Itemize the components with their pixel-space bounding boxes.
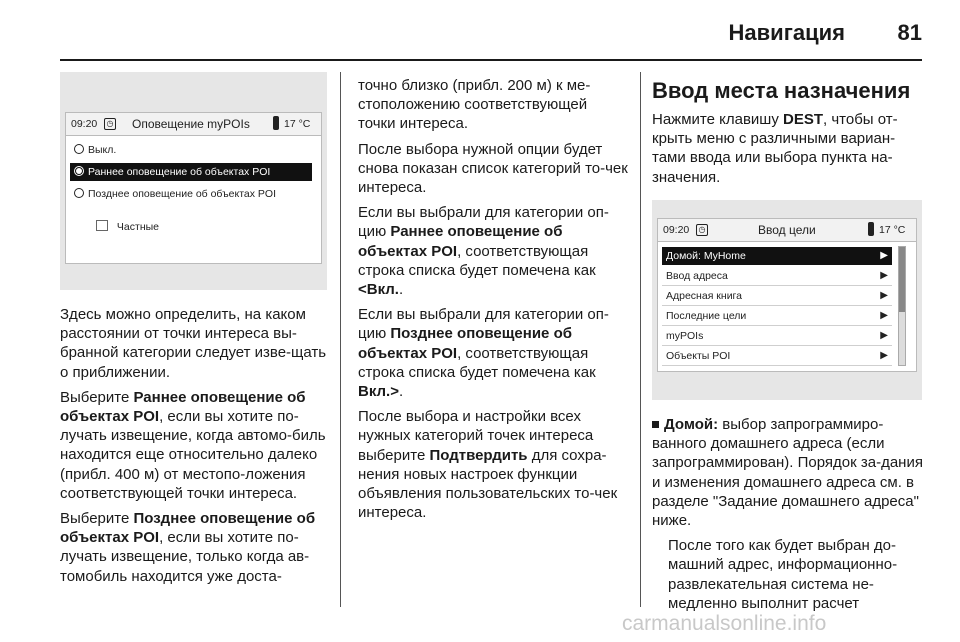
- temperature: 17 °C: [879, 224, 906, 236]
- clock-icon: ◷: [696, 224, 708, 236]
- paragraph: После выбора нужной опции будет снова показан список категорий то-чек интереса.: [358, 140, 628, 197]
- thermometer-icon: [273, 116, 279, 130]
- menu-item-label: Последние цели: [666, 310, 747, 322]
- status-bar: [66, 113, 321, 136]
- category-icon: [96, 220, 108, 231]
- option-label: Раннее оповещение об объектах POI: [88, 166, 271, 178]
- menu-item[interactable]: [662, 347, 892, 366]
- menu-item-label: myPOIs: [666, 330, 704, 342]
- paragraph: Здесь можно определить, на каком расстоянии от точки интереса вы-бранной категории следует изве-щать о приближении.: [60, 306, 327, 381]
- chevron-right-icon: ▶: [880, 350, 888, 361]
- screenshot-destination-entry: [652, 200, 922, 400]
- chevron-right-icon: ▶: [880, 330, 888, 341]
- menu-item[interactable]: [662, 287, 892, 306]
- paragraph: После выбора и настройки всех нужных категорий точек интереса выберите Подтвердить для сохра-нения новых настроек функции объявления пользовательских то-чек интереса.: [358, 408, 618, 522]
- display-screen: [657, 218, 917, 372]
- status-bar: [658, 219, 916, 242]
- paragraph: точно близко (прибл. 200 м) к ме-стоположению соответствующей точки интереса.: [358, 77, 591, 133]
- menu-item-label: Ввод адреса: [666, 270, 728, 282]
- menu-item-label: Объекты POI: [666, 350, 731, 362]
- display-screen: [65, 112, 322, 264]
- chevron-right-icon: ▶: [880, 250, 888, 261]
- column-3-intro: [652, 78, 924, 193]
- section-heading: Ввод места назначения: [652, 78, 911, 103]
- screen-title: Ввод цели: [758, 223, 816, 237]
- scroll-thumb[interactable]: [899, 247, 905, 312]
- temperature: 17 °C: [284, 118, 311, 130]
- paragraph: Нажмите клавишу DEST, чтобы от-крыть меню с различными вариан-тами ввода или выбора пункта на-значения.: [652, 111, 898, 186]
- paragraph: После того как будет выбран до-машний адрес, информационно-развлекательная система не-медленно выполнит расчет: [668, 537, 898, 612]
- menu-item[interactable]: [662, 327, 892, 346]
- menu-item[interactable]: [662, 307, 892, 326]
- chevron-right-icon: ▶: [880, 290, 888, 301]
- radio-icon: [74, 144, 84, 154]
- page-number: 81: [897, 20, 922, 45]
- screenshot-mypois-alert: [60, 72, 327, 290]
- clock-time: 09:20: [663, 224, 690, 236]
- column-divider-2: [640, 72, 641, 607]
- column-2: [358, 76, 628, 528]
- screen-title: Оповещение myPOIs: [132, 117, 250, 131]
- menu-item[interactable]: [662, 247, 892, 265]
- paragraph: Выберите Позднее оповещение об объектах POI, если вы хотите по-лучать извещение, только когда ав-томобиль находится уже доста-: [60, 510, 316, 585]
- menu-item-label: Домой: MyHome: [666, 250, 746, 262]
- option-label: Позднее оповещение об объектах POI: [88, 188, 276, 200]
- bullet-icon: [652, 421, 659, 428]
- column-1: [60, 305, 328, 592]
- chevron-right-icon: ▶: [880, 310, 888, 321]
- option-row[interactable]: [70, 185, 312, 203]
- header-rule: [60, 59, 922, 61]
- radio-icon: [74, 166, 84, 176]
- clock-icon: ◷: [104, 118, 116, 130]
- clock-time: 09:20: [71, 118, 98, 130]
- paragraph: Если вы выбрали для категории оп-цию Раннее оповещение об объектах POI, соответствующая строка списка будет помечена как <Вкл..: [358, 204, 609, 299]
- paragraph: Выберите Раннее оповещение об объектах POI, если вы хотите по-лучать извещение, когда автомо-биль находится еще относительно далеко (прибл. 400 м) от местопо-ложения соответствующей точки интереса.: [60, 388, 326, 502]
- category-row[interactable]: [96, 219, 159, 235]
- paragraph: Если вы выбрали для категории оп-цию Позднее оповещение об объектах POI, соответствующая строка списка будет помечена как Вкл.>.: [358, 306, 609, 401]
- category-label: Частные: [116, 221, 160, 233]
- menu-item[interactable]: [662, 267, 892, 286]
- chevron-right-icon: ▶: [880, 270, 888, 281]
- watermark: carmanualsonline.info: [622, 612, 827, 635]
- option-row[interactable]: [70, 163, 312, 181]
- option-row[interactable]: [70, 141, 312, 159]
- thermometer-icon: [868, 222, 874, 236]
- column-3-body: [652, 415, 924, 619]
- column-divider-1: [340, 72, 341, 607]
- section-title: Навигация: [728, 20, 845, 45]
- bullet-item: Домой: выбор запрограммиро-ванного домашнего адреса (если запрограммирован). Порядок за-дания и изменения домашнего адреса см. в разделе "Задание домашнего адреса" ниже.: [652, 416, 923, 530]
- radio-icon: [74, 188, 84, 198]
- option-label: Выкл.: [88, 144, 117, 156]
- scrollbar[interactable]: [898, 246, 906, 366]
- menu-item-label: Адресная книга: [666, 290, 742, 302]
